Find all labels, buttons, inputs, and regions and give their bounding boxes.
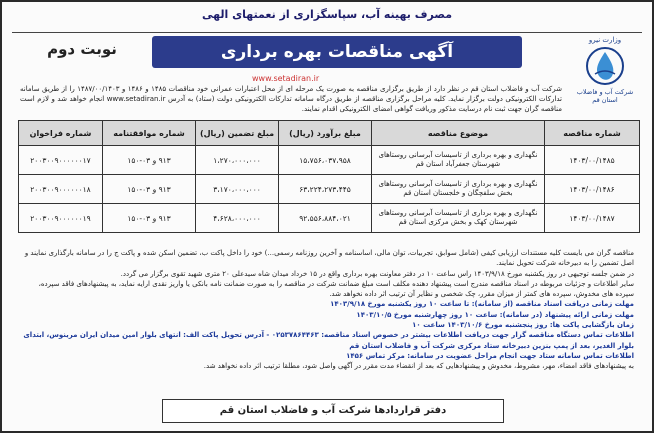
col-tender-number: شماره مناقصه	[545, 121, 640, 146]
note-qualification: مناقصه گران می بایست کلیه مستندات ارزیابی کیفی (شامل سوابق، تجربیات، توان مالی، اساسنامه و آخرین روزنامه رسمی...) خود را داخل پاکت ب، تضمین اسکن شده و پاکت ج را در سامانه بارگذاری نمایند و اصل تضمین را به دبیرخانه شرکت تحویل نمایند.	[24, 249, 634, 268]
call-number: ۲۰۰۳۰۰۹۰۰۰۰۰۰۱۷	[19, 146, 103, 175]
agreement-number: ۹۱۳ و ۰۳-۱۵۰	[103, 204, 196, 233]
tender-subject: نگهداری و بهره برداری از تاسیسات آبرسانی روستاهای بخش سلفچگان و خلجستان استان قم	[372, 175, 545, 204]
col-agreement: شماره موافقتنامه	[103, 121, 196, 146]
round-label: نوبت دوم	[47, 40, 117, 58]
note-contact-info: اطلاعات تماس دستگاه مناقصه گزار جهت دریافت اطلاعات بیشتر در خصوص اسناد مناقصه: ۰۲۵۳۷۸۶۴۴۶۳ - آدرس تحویل پاکت الف: انتهای بلوار امین میدان ایران مرینوس، ابتدای بلوار الغدیر، بعد از پمپ بنزین دبیرخانه ستاد مرکزی شرکت آب و فاضلاب استان قم	[23, 331, 634, 350]
tenders-table	[18, 120, 640, 233]
contracts-office-signature: دفتر قراردادها شرکت آب و فاضلاب استان قم	[162, 399, 504, 423]
note-submission-deadline: مهلت زمانی ارائه پیشنهاد (در سامانه): ساعت ۱۰ روز چهارشنبه مورخ ۱۴۰۳/۱۰/۵	[356, 310, 634, 319]
note-opening-time: زمان بازگشایی پاکت ها: روز پنجشنبه مورخ ۱۴۰۳/۱۰/۶ ساعت ۱۰	[412, 321, 634, 330]
tender-number: ۱۴۰۳/۰۰/۱۴۸۶	[545, 175, 640, 204]
guarantee-amount: ۱،۲۷۰،۰۰۰،۰۰۰	[196, 146, 279, 175]
company-name-line1: شرکت آب و فاضلاب	[576, 88, 634, 96]
table-row	[19, 204, 640, 233]
ministry-label: وزارت نیرو	[588, 36, 622, 44]
note-document-deadline: مهلت زمانی دریافت اسناد مناقصه (از سامانه): تا ساعت ۱۰ روز یکشنبه مورخ ۱۴۰۳/۹/۱۸	[330, 300, 634, 309]
estimate-amount: ۶۳،۲۲۴،۲۷۳،۴۴۵	[279, 175, 372, 204]
tender-number: ۱۴۰۳/۰۰/۱۴۸۵	[545, 146, 640, 175]
agreement-number: ۹۱۳ و ۰۳-۱۵۰	[103, 175, 196, 204]
col-estimate: مبلغ برآورد (ریال)	[279, 121, 372, 146]
call-number: ۲۰۰۳۰۰۹۰۰۰۰۰۰۱۸	[19, 175, 103, 204]
col-guarantee: مبلغ تضمین (ریال)	[196, 121, 279, 146]
note-guarantee: سایر اطلاعات و جزئیات مربوطه در اسناد مناقصه مندرج است پیشنهاد دهنده مکلف است مبلغ ضمانت شرکت در مناقصه را به صورت ضمانت نامه بانکی یا واریز نقدی ارایه نماید، به پیشنهادهای فاقد سپرده، سپرده های مخدوش، سپرده های کمتر از میزان مقرر، چک شخصی و نظایر آن ترتیب اثر داده نخواهد شد.	[38, 279, 634, 299]
col-subject: موضوع مناقصه	[372, 121, 545, 146]
estimate-amount: ۱۵،۷۵۶،۰۳۷،۹۵۸	[279, 146, 372, 175]
site-url: www.setadiran.ir	[252, 74, 320, 83]
guarantee-amount: ۴،۶۲۸،۰۰۰،۰۰۰	[196, 204, 279, 233]
guarantee-amount: ۳،۱۷۰،۰۰۰،۰۰۰	[196, 175, 279, 204]
intro-paragraph: شرکت آب و فاضلاب استان قم در نظر دارد از طریق برگزاری مناقصه به صورت یک مرحله ای از محل اعتبارات عمرانی خود مناقصات ۱۴۸۵ و ۱۴۸۶ و ۱۴۸۷/۰۰/۱۴۰۳ را از طریق سامانه تدارکات الکترونیکی دولت برگزار نماید. کلیه مراحل برگزاری مناقصه از طریق درگاه سامانه تدارکات الکترونیکی دولت (ستاد) به آدرس www.setadiran.ir انجام خواهد شد و لازم است مناقصه گران جهت ثبت نام درسایت مذکور وریافت گواهی امضای الکترونیکی اقدام نمایند.	[20, 85, 562, 113]
agreement-number: ۹۱۳ و ۰۳-۱۵۰	[103, 146, 196, 175]
note-briefing-session: در ضمن جلسه توجیهی در روز یکشنبه مورخ ۱۴۰۳/۹/۱۸ راس ساعت ۱۰ در دفتر معاونت بهره برداری واقع در ۱۵ خرداد میدان شاه سیدعلی ۲۰ متری شهید تقوی برگزار می گردد.	[120, 269, 634, 278]
table-header-row	[19, 121, 640, 146]
header-slogan: مصرف بهینه آب، سپاسگزاری از نعمتهای الهی	[201, 8, 453, 21]
water-drop-icon	[585, 46, 625, 86]
tender-notes	[20, 248, 634, 372]
call-number: ۲۰۰۳۰۰۹۰۰۰۰۰۰۱۹	[19, 204, 103, 233]
col-call-number: شماره فراخوان	[19, 121, 103, 146]
tender-number: ۱۴۰۳/۰۰/۱۴۸۷	[545, 204, 640, 233]
table-row	[19, 146, 640, 175]
estimate-amount: ۹۲،۵۵۶،۸۸۴،۰۲۱	[279, 204, 372, 233]
table-row	[19, 175, 640, 204]
note-setad-contact: اطلاعات تماس سامانه ستاد جهت انجام مراحل عضویت در سامانه: مرکز تماس ۱۴۵۶	[346, 351, 634, 360]
company-name-line2: استان قم	[592, 96, 618, 104]
header-divider	[12, 32, 642, 33]
page-title: آگهی مناقصات بهره برداری	[152, 36, 522, 68]
company-logo	[572, 36, 638, 116]
note-rejection: به پیشنهادهای فاقد امضاء، مهر، مشروط، مخدوش و پیشنهادهایی که بعد از انقضاء مدت مقرر در آگهی واصل شود، مطلقا ترتیب اثر داده نخواهد شد.	[203, 362, 634, 371]
tender-subject: نگهداری و بهره برداری از تاسیسات آبرسانی روستاهای شهرستان جعفرآباد استان قم	[372, 146, 545, 175]
tender-subject: نگهداری و بهره برداری از تاسیسات آبرسانی روستاهای شهرستان کهک و بخش مرکزی استان قم	[372, 204, 545, 233]
